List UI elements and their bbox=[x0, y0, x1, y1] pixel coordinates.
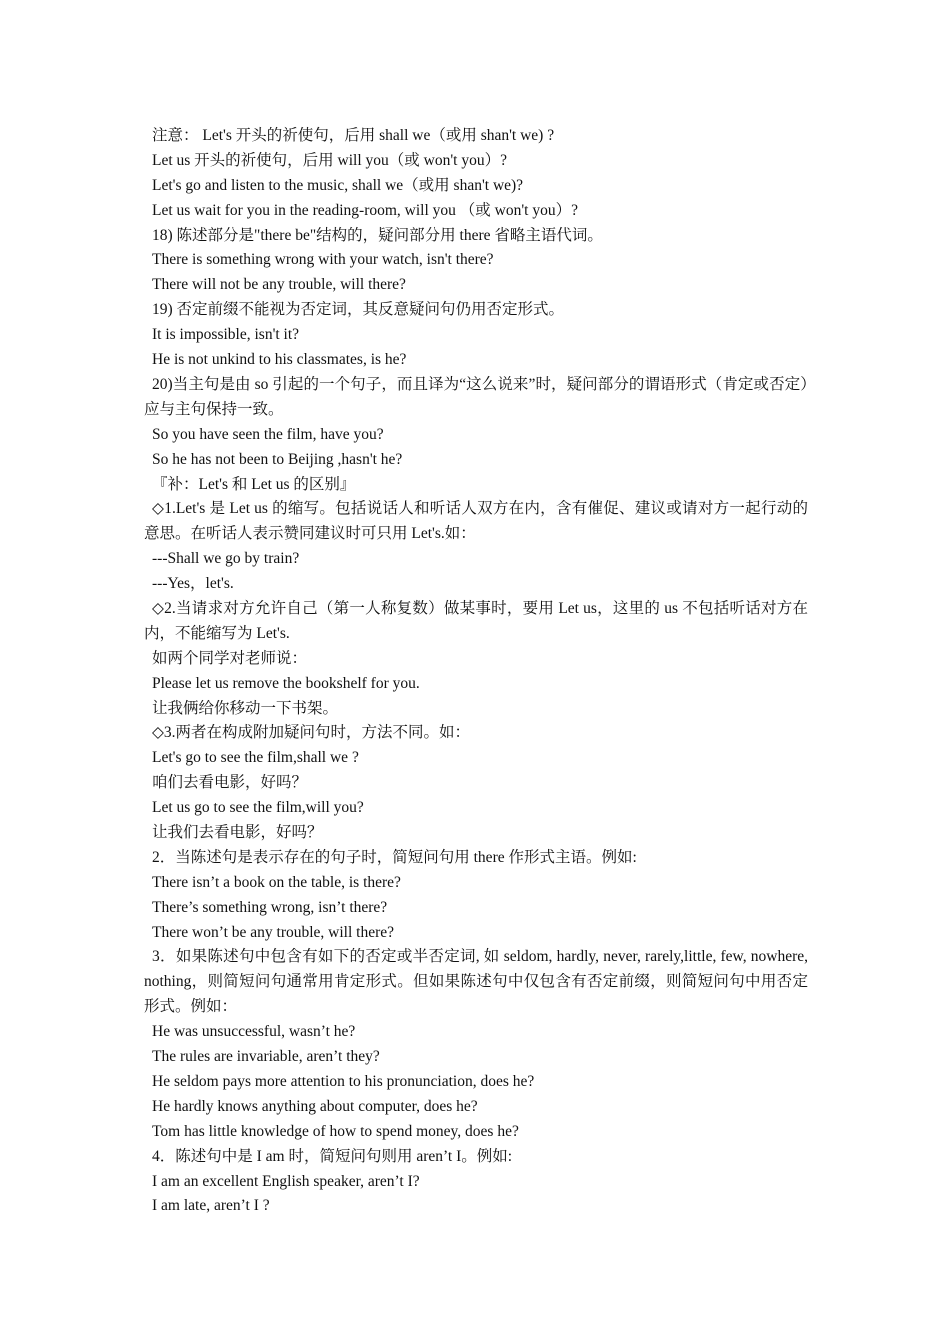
text-line: 注意： Let's 开头的祈使句，后用 shall we（或用 shan't we) ? bbox=[152, 127, 555, 144]
text-line: 咱们去看电影，好吗？ bbox=[152, 774, 308, 792]
text-line: There won’t be any trouble, will there? bbox=[152, 923, 395, 941]
text-line: Let us 开头的祈使句，后用 will you（或 won't you）? bbox=[152, 151, 507, 169]
text-paragraph: ◇1.Let's 是 Let us 的缩写。包括说话人和听话人双方在内，含有催促、建议或请对方一起行动的意思。在听话人表示赞同建议时可只用 Let's.如： bbox=[144, 500, 808, 543]
text-line: So he has not been to Beijing ,hasn't he? bbox=[152, 450, 403, 468]
text-line: Tom has little knowledge of how to spend money, does he? bbox=[152, 1122, 519, 1140]
text-line: He seldom pays more attention to his pronunciation, does he? bbox=[152, 1072, 535, 1090]
text-line: Let us wait for you in the reading-room, will you （或 won't you）? bbox=[152, 201, 578, 219]
text-line: There’s something wrong, isn’t there? bbox=[152, 898, 388, 916]
text-line: Let's go and listen to the music, shall we（或用 shan't we)? bbox=[152, 176, 524, 194]
text-line: I am an excellent English speaker, aren’t I? bbox=[152, 1172, 420, 1190]
text-line: 如两个同学对老师说： bbox=[152, 649, 308, 667]
text-line: ◇3.两者在构成附加疑问句时，方法不同。如： bbox=[152, 724, 471, 742]
text-line: 2．当陈述句是表示存在的句子时，简短问句用 there 作形式主语。例如: bbox=[152, 848, 637, 866]
text-line: So you have seen the film, have you? bbox=[152, 425, 384, 443]
text-line: 『补：Let's 和 Let us 的区别』 bbox=[152, 475, 356, 493]
text-line: ---Shall we go by train? bbox=[152, 550, 300, 568]
text-line: It is impossible, isn't it? bbox=[152, 326, 300, 344]
text-line: He hardly knows anything about computer, does he? bbox=[152, 1097, 478, 1115]
text-line: 让我们去看电影，好吗？ bbox=[152, 824, 323, 842]
text-paragraph: ◇2.当请求对方允许自己（第一人称复数）做某事时，要用 Let us，这里的 us 不包括听话对方在内，不能缩写为 Let's. bbox=[144, 599, 808, 642]
text-line: 19) 否定前缀不能视为否定词，其反意疑问句仍用否定形式。 bbox=[152, 301, 565, 319]
text-line: The rules are invariable, aren’t they? bbox=[152, 1048, 380, 1066]
text-paragraph: 3．如果陈述句中包含有如下的否定或半否定词, 如 seldom, hardly, never, rarely,little, few, nowhere, nothing，则简短问句通常用肯定形式。但如果陈述句中仅包含有否定前缀，则简短问句中用否定形式。例如： bbox=[144, 948, 808, 1016]
text-line: There isn’t a book on the table, is there? bbox=[152, 873, 401, 891]
text-line: I am late, aren’t I ? bbox=[152, 1197, 270, 1215]
text-line: Please let us remove the bookshelf for you. bbox=[152, 674, 420, 692]
document-body bbox=[144, 124, 808, 1219]
text-line: Let's go to see the film,shall we ? bbox=[152, 749, 359, 767]
text-line: ---Yes，let's. bbox=[152, 575, 234, 593]
text-paragraph: 20)当主句是由 so 引起的一个句子，而且译为“这么说来”时，疑问部分的谓语形式（肯定或否定）应与主句保持一致。 bbox=[144, 375, 808, 418]
text-line: He was unsuccessful, wasn’t he? bbox=[152, 1023, 356, 1041]
text-line: There is something wrong with your watch, isn't there? bbox=[152, 251, 494, 269]
text-line: Let us go to see the film,will you? bbox=[152, 799, 364, 817]
text-line: 18) 陈述部分是"there be"结构的，疑问部分用 there 省略主语代词。 bbox=[152, 226, 603, 244]
text-line: 4．陈述句中是 I am 时，简短问句则用 aren’t I。例如: bbox=[152, 1147, 513, 1165]
text-line: He is not unkind to his classmates, is he? bbox=[152, 351, 407, 369]
text-line: 让我俩给你移动一下书架。 bbox=[152, 699, 339, 717]
text-line: There will not be any trouble, will there? bbox=[152, 276, 406, 294]
